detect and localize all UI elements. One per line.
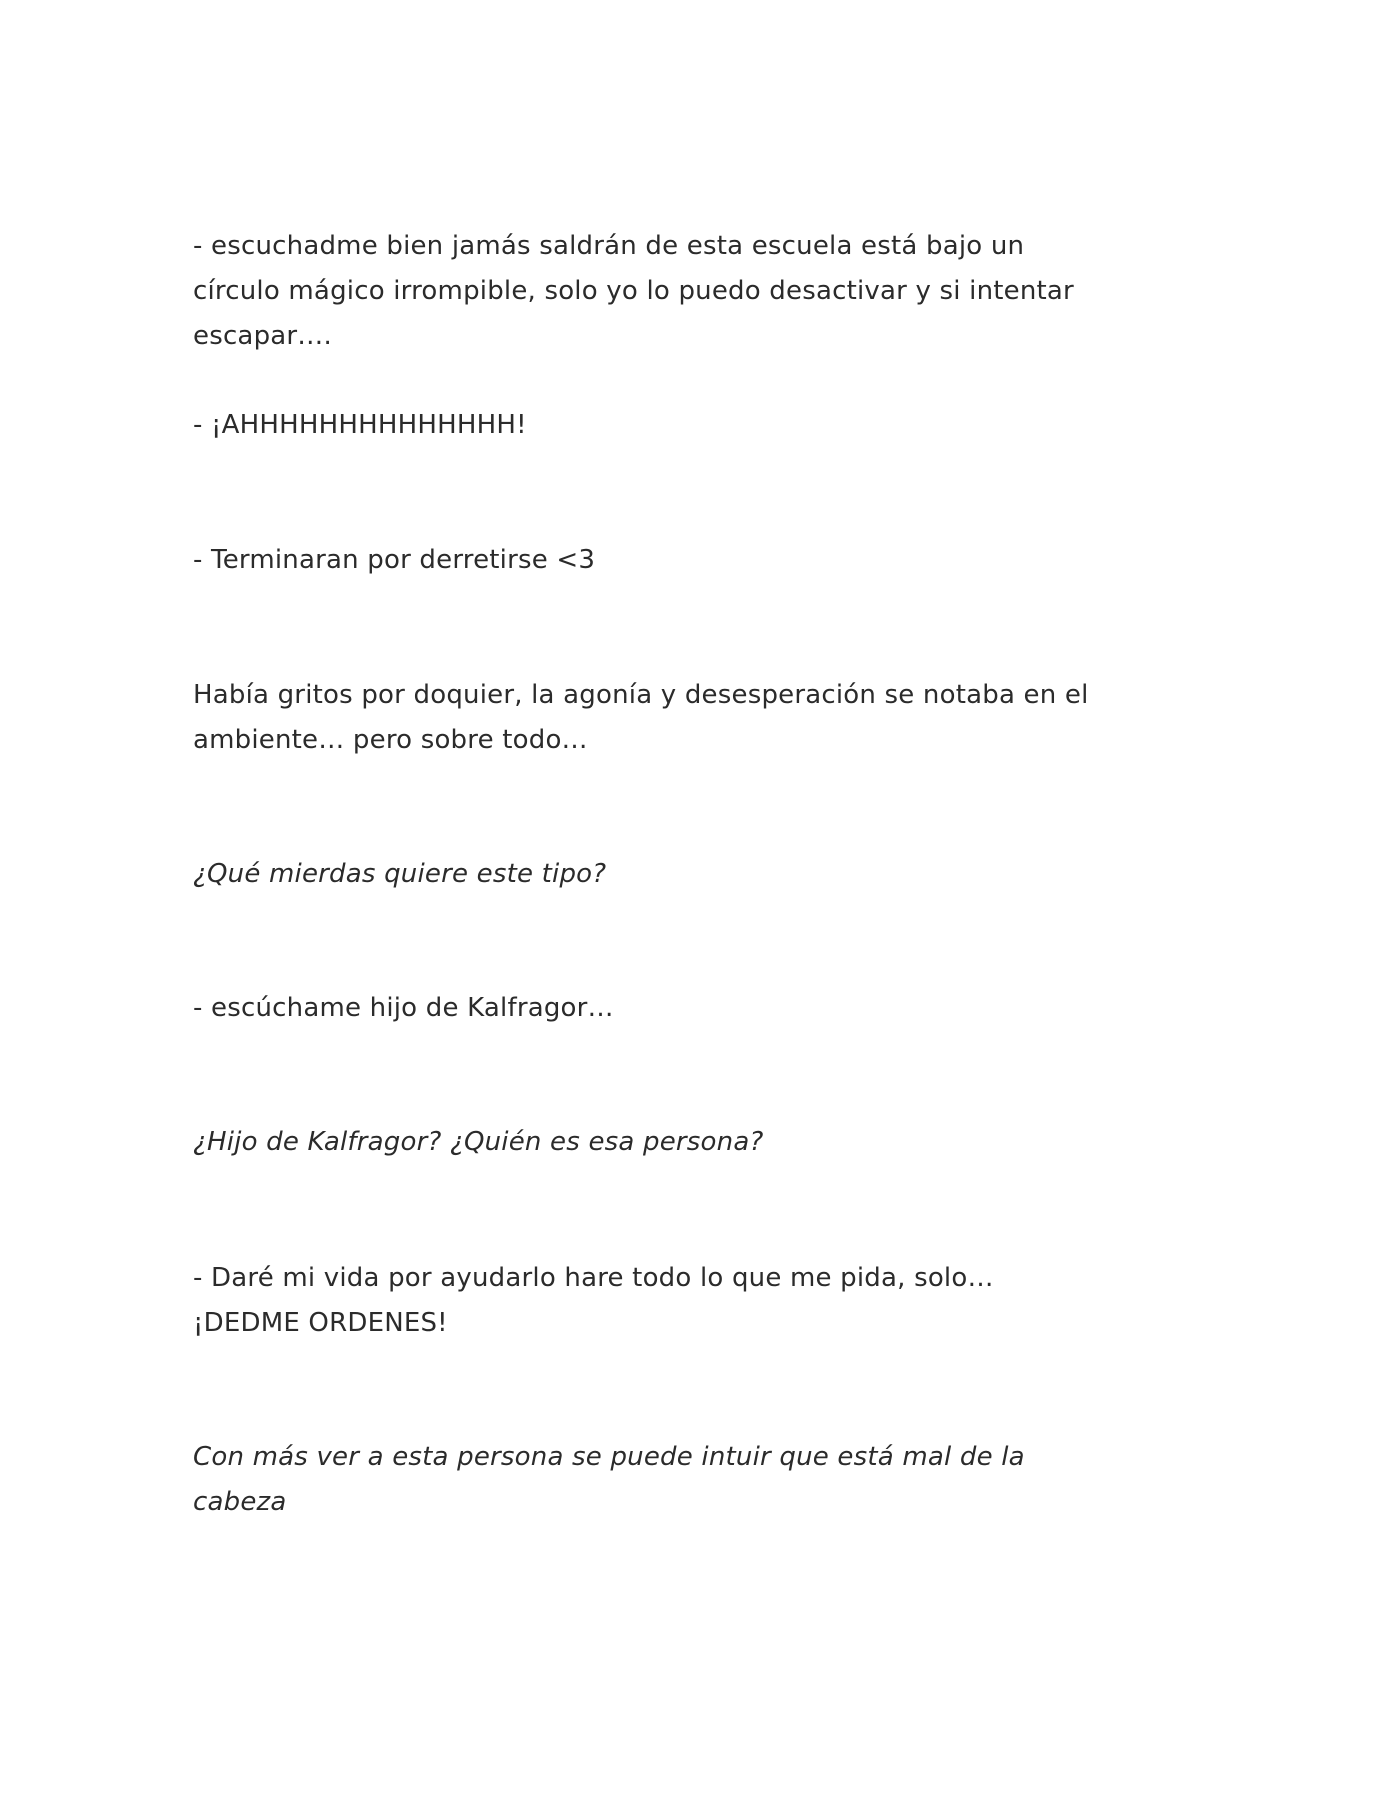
- paragraph-dialogue-melt: - Terminaran por derretirse <3: [193, 545, 596, 575]
- paragraph-thought-crazy: Con más ver a esta persona se puede intuir que está mal de la cabeza: [193, 1442, 1025, 1517]
- paragraph-dialogue-son-of-kalfragor: - escúchame hijo de Kalfragor…: [193, 993, 614, 1023]
- paragraph-dialogue-warning: - escuchadme bien jamás saldrán de esta escuela está bajo un círculo mágico irrompible, solo yo lo puedo desactivar y si intentar escapar….: [193, 231, 1074, 351]
- paragraph-dialogue-give-orders: - Daré mi vida por ayudarlo hare todo lo que me pida, solo… ¡DEDME ORDENES!: [193, 1263, 994, 1338]
- paragraph-narration-screams: Había gritos por doquier, la agonía y desesperación se notaba en el ambiente… pero sobre todo…: [193, 680, 1089, 755]
- paragraph-thought-what-does-he-want: ¿Qué mierdas quiere este tipo?: [193, 859, 607, 889]
- paragraph-scream: - ¡AHHHHHHHHHHHHHH!: [193, 410, 527, 440]
- paragraph-thought-who-is-that: ¿Hijo de Kalfragor? ¿Quién es esa persona?: [193, 1127, 764, 1157]
